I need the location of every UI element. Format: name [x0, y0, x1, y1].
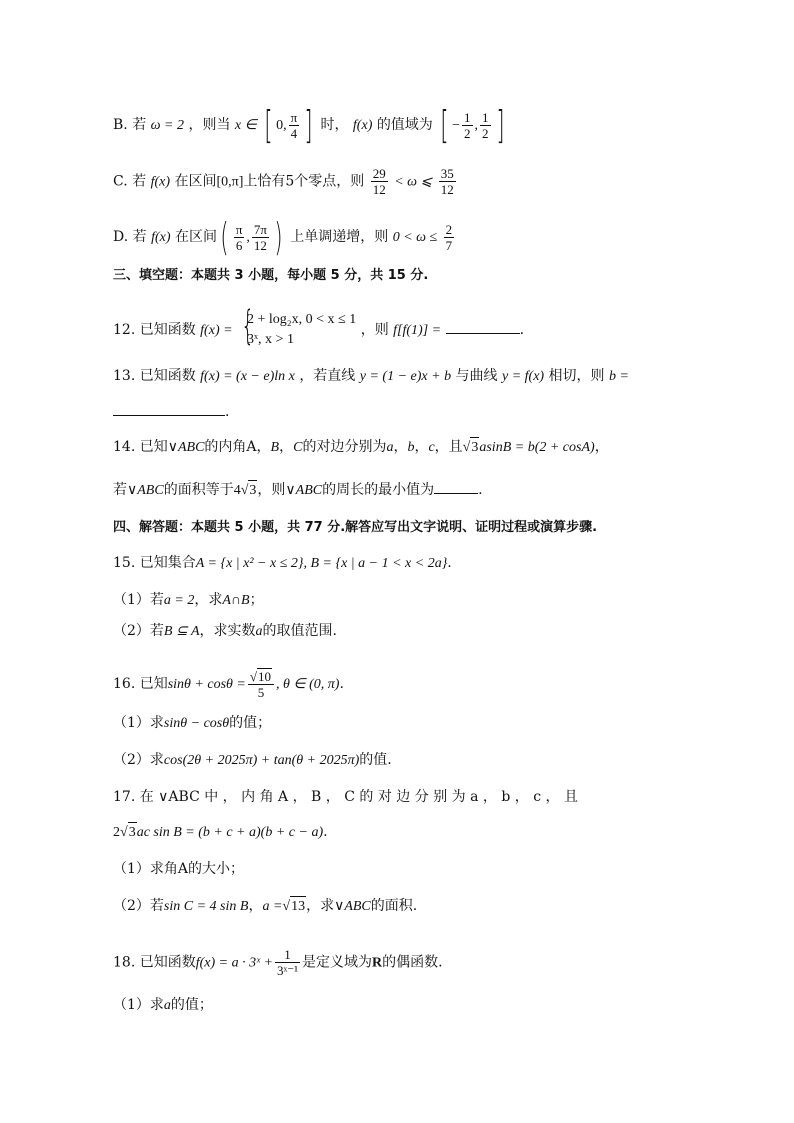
- sets: A = {x | x² − x ≤ 2}, B = {x | a − 1 < x < 2a}: [195, 556, 448, 571]
- denominator: 12: [253, 237, 267, 253]
- real-numbers: R: [372, 955, 383, 971]
- function: f(x): [150, 174, 171, 190]
- case-1: 2 + log₂x, 0 < x ≤ 1: [247, 312, 357, 327]
- denominator: 2: [464, 125, 471, 141]
- bracket-open: [: [264, 103, 273, 147]
- function: f(x) = a · 3ˣ +: [195, 955, 273, 971]
- answer-blank[interactable]: [434, 481, 478, 494]
- triangle: ABC: [344, 899, 371, 914]
- text: 与曲线: [455, 368, 498, 384]
- sqrt-symbol: √: [282, 899, 291, 914]
- text: （2）若: [113, 623, 164, 639]
- period: .: [323, 824, 328, 840]
- text: 的周长的最小值为: [322, 482, 435, 498]
- denominator: 2: [482, 125, 489, 141]
- equation: ac sin B = (b + c + a)(b + c − a): [136, 825, 324, 840]
- text: 相切，则: [548, 368, 605, 384]
- text: （2）求: [113, 752, 164, 768]
- vertex-b: B: [270, 440, 280, 455]
- question-13: [113, 366, 629, 387]
- text: 是定义域为: [302, 954, 373, 971]
- condition: sin C = 4 sin B: [163, 899, 249, 914]
- question-17: 17. 在 ∨ABC 中 ， 内 角 A ， B ， C 的 对 边 分 别 为 a ， b ， c ， 且: [113, 789, 578, 805]
- denominator: 4: [290, 125, 298, 141]
- option-d-label: D. 若: [113, 229, 147, 245]
- period: .: [478, 482, 483, 498]
- text: ，且: [434, 439, 463, 455]
- line-equation: y = (1 − e)x + b: [359, 369, 452, 384]
- text: （2）若: [113, 898, 164, 914]
- fraction: [248, 668, 274, 700]
- function: f(x): [352, 118, 373, 133]
- question-14-line-2: [113, 480, 483, 501]
- text: ，则∨: [257, 482, 296, 498]
- question-15: [113, 553, 452, 574]
- text: 18. 已知函数: [113, 954, 196, 971]
- fraction: [275, 947, 300, 978]
- numerator: 1: [275, 947, 300, 963]
- numerator: 29: [372, 166, 386, 181]
- question-17-part-1: （1）求角A的大小；: [113, 861, 245, 877]
- text: 的值域为: [376, 117, 433, 133]
- text: 在区间: [174, 229, 217, 245]
- text: 的面积等于: [163, 482, 234, 498]
- radicand: 3: [128, 822, 137, 843]
- sqrt-symbol: √: [240, 483, 249, 498]
- vertex-c: C: [293, 440, 303, 455]
- side-b: b: [407, 440, 415, 455]
- bracket-close: ]: [304, 103, 313, 147]
- triangle: ABC: [177, 440, 205, 455]
- radicand: 13: [290, 896, 306, 917]
- text: 的值.: [359, 752, 392, 768]
- numerator: [248, 668, 274, 685]
- text: 上单调递增，则: [290, 229, 389, 245]
- fraction: [462, 110, 473, 141]
- comma: ,: [474, 118, 478, 133]
- text: 的内角A，: [204, 439, 271, 455]
- text: 若∨: [113, 482, 138, 498]
- side-c: c: [428, 440, 435, 455]
- bracket-close: ]: [495, 103, 504, 147]
- period: .: [225, 404, 230, 420]
- b-variable: b =: [608, 369, 629, 384]
- comma: ,: [246, 230, 250, 245]
- period: .: [519, 322, 525, 338]
- text: 14. 已知∨: [113, 439, 178, 455]
- question-16-part-1: [113, 713, 271, 734]
- numerator: 1: [464, 109, 471, 125]
- variable: a: [163, 998, 171, 1013]
- question-number: 13. 已知函数: [113, 368, 196, 384]
- text: ；: [249, 592, 264, 608]
- inequality: 0 < ω ≤: [392, 230, 438, 245]
- paren-open: (: [220, 215, 229, 259]
- section-3-heading: 三、填空题：本题共 3 小题，每小题 5 分，共 15 分.: [113, 268, 429, 283]
- text: ，求实数: [199, 623, 256, 639]
- option-c-label: C. 若: [113, 173, 147, 190]
- text: （1）求: [113, 715, 164, 731]
- triangle: ABC: [295, 483, 323, 498]
- option-d: [113, 215, 456, 259]
- question-15-part-1: [113, 590, 264, 611]
- triangle: ABC: [137, 483, 164, 498]
- fraction: [252, 222, 269, 253]
- question-13-blank-line: [113, 402, 229, 422]
- question-12: [113, 303, 525, 350]
- period: .: [447, 555, 452, 571]
- numerator: π: [290, 109, 298, 125]
- sqrt-symbol: √: [462, 440, 471, 455]
- numerator: π: [235, 221, 243, 237]
- numerator: 1: [482, 109, 489, 125]
- text: ，求∨: [306, 898, 345, 914]
- interval: [0,π]: [216, 174, 244, 190]
- domain: , θ ∈ (0, π): [276, 677, 340, 692]
- text: 的取值范围.: [262, 623, 337, 639]
- numerator: 2: [445, 221, 453, 237]
- denominator: 5: [257, 685, 265, 700]
- question-16-part-2: [113, 750, 392, 771]
- denominator: 6: [235, 237, 243, 253]
- inequality: < ω ⩽: [394, 174, 433, 190]
- numerator: 35: [440, 166, 454, 181]
- option-b-label: B. 若: [113, 117, 147, 133]
- omega-value: ω = 2: [150, 118, 184, 133]
- text: 的对边分别为: [302, 439, 387, 455]
- text: ，若直线: [299, 368, 356, 384]
- question-18-part-1: [113, 995, 213, 1016]
- piecewise-cases: [237, 303, 357, 350]
- bracket-open: [: [440, 103, 449, 147]
- text: 在区间: [174, 173, 217, 190]
- text: ，则: [360, 322, 389, 338]
- function: f(x) = (x − e)ln x: [200, 369, 295, 384]
- denominator: 7: [445, 237, 453, 253]
- sqrt-symbol: √: [120, 825, 128, 840]
- text: 的偶函数.: [382, 954, 443, 971]
- area-coefficient: 4: [233, 483, 241, 498]
- expression: cos(2θ + 2025π) + tan(θ + 2025π): [163, 753, 360, 768]
- question-14: 14. 已知∨ABC的内角A，B，C的对边分别为a，b，c，且√3asinB = b(2 + cosA)，: [113, 437, 609, 458]
- question-17-part-2: [113, 896, 417, 917]
- equation-lhs: sinθ + cosθ =: [167, 677, 246, 692]
- interval-start: 0,: [276, 118, 287, 133]
- text: 15. 已知集合: [113, 555, 196, 571]
- variable: a: [255, 624, 263, 639]
- condition: a = 2: [163, 593, 195, 608]
- minus: −: [452, 118, 460, 133]
- curve: y = f(x): [501, 369, 545, 384]
- answer-blank[interactable]: [446, 321, 520, 334]
- comma: ，: [279, 439, 294, 455]
- fraction: [289, 110, 300, 141]
- expression: f[f(1)] =: [393, 323, 442, 338]
- fraction: [444, 222, 455, 253]
- text: 16. 已知: [113, 676, 168, 692]
- section-4-heading: 四、解答题：本题共 5 小题，共 77 分.解答应写出文字说明、证明过程或演算步骤.: [113, 520, 598, 535]
- text: 的值；: [229, 715, 272, 731]
- text: 上恰有5个零点，则: [243, 173, 365, 190]
- option-c: [113, 166, 458, 197]
- answer-blank[interactable]: [113, 403, 225, 416]
- condition: B ⊆ A: [163, 624, 200, 639]
- paren-close: ): [274, 215, 283, 259]
- sqrt-3: 3: [470, 437, 479, 458]
- sqrt-3: 3: [248, 480, 257, 501]
- fraction: [234, 222, 245, 253]
- text: 的面积.: [370, 898, 418, 914]
- denominator: 12: [440, 182, 454, 197]
- denominator: 12: [372, 182, 386, 197]
- denominator: 3ˣ⁻¹: [277, 963, 299, 978]
- numerator: 7π: [253, 221, 267, 237]
- text: （1）求: [113, 997, 164, 1013]
- equation: asinB = b(2 + cosA): [479, 440, 595, 455]
- brace: {: [241, 303, 255, 349]
- question-17-line-2: [113, 822, 328, 843]
- text: ，: [248, 898, 263, 914]
- x-in: x ∈: [234, 118, 257, 133]
- sqrt-symbol: √: [249, 669, 258, 684]
- coefficient: 2: [113, 825, 120, 840]
- expression: A∩B: [222, 593, 250, 608]
- text: （1）若: [113, 592, 164, 608]
- function: f(x) =: [200, 323, 233, 338]
- text: 的值；: [170, 997, 213, 1013]
- fraction: [480, 110, 491, 141]
- case-2: 3ˣ, x > 1: [247, 332, 294, 347]
- text: ，求: [194, 592, 223, 608]
- fraction: [439, 166, 456, 197]
- period: .: [339, 676, 344, 692]
- side-a: a: [386, 440, 394, 455]
- question-number: 12. 已知函数: [113, 322, 196, 338]
- question-16: [113, 668, 344, 700]
- question-15-part-2: [113, 621, 337, 642]
- question-18: [113, 947, 443, 978]
- function: f(x): [151, 230, 171, 245]
- text: ，则当: [188, 117, 231, 133]
- fraction: [371, 166, 388, 197]
- text: 时，: [320, 117, 349, 133]
- expression: sinθ − cosθ: [163, 716, 230, 731]
- side-a: a =: [262, 899, 283, 914]
- radicand: 10: [258, 669, 272, 684]
- option-b: [113, 103, 507, 147]
